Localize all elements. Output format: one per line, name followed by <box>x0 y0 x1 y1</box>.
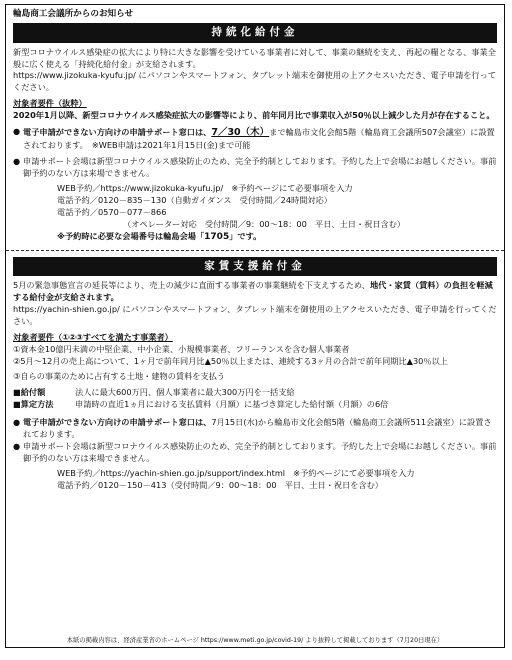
yachin-req-1: ①資本金10億円未満の中堅企業、中小企業、小規模事業者、フリーランスを含む個人事業者 <box>13 343 350 354</box>
yachin-support-item <box>13 417 497 441</box>
yachin-reserve-item <box>13 441 497 465</box>
yachin-web-reservation: WEB予約／https://yachin-shien.go.jp/support/index.html ※予約ページにて必要事項を入力 <box>57 467 415 478</box>
jizokuka-venue-note: ※予約時に必要な会場番号は輪島会場「1705」です。 <box>57 231 262 243</box>
jizokuka-web-reservation: WEB予約／https://www.jizokuka-kyufu.jp/ ※予約ページにて必要事項を入力 <box>57 183 353 194</box>
jizokuka-tel-note: （オペレーター対応 受付時間／9：00～18：00 平日、土日・祝日含む） <box>123 219 406 230</box>
section-title-jizokuka: 持続化給付金 <box>13 23 497 42</box>
yachin-calc-row <box>13 399 497 411</box>
bullet-icon: ● <box>13 126 21 137</box>
jizokuka-requirement-title: 対象者要件（抜粋） <box>13 98 87 109</box>
bullet-icon: ● <box>13 155 21 166</box>
bullet-icon: ● <box>13 417 21 428</box>
jizokuka-reserve-text: 申請サポート会場は新型コロナウイルス感染防止のため、完全予約制としております。予約した上で会場にお越しください。事前御予約のない方は来場できません。 <box>23 155 497 178</box>
yachin-payment-row <box>13 387 497 399</box>
jizokuka-reserve-item <box>13 156 497 180</box>
calc-text: 申請時の直近1ヵ月における支払賃料（月額）に基づき算定した給付額（月額）の6倍 <box>75 399 389 410</box>
jizokuka-url-line: https://www.jizokuka-kyufu.jp/ にパソコンやスマートフォン、タブレット端末を御使用の上アクセスいただき、電子申請を行ってください。 <box>13 70 497 93</box>
yachin-support-text: 電子申請ができない方向けの申請サポート窓口は、7月15日(水)から輪島市文化会館5階（輪島商工会議所511会議室）に設置されております。 <box>23 417 492 440</box>
jizokuka-tel-reservation-1: 電話予約／0120－835－130（自動ガイダンス 受付時間／24時間対応） <box>57 195 332 206</box>
yachin-url-line: https://yachin-shien.go.jp/ にパソコンやスマートフォン、タブレット端末を御使用の上アクセスいただき、電子申請を行ってください。 <box>13 304 497 326</box>
notice-page <box>5 4 505 648</box>
payment-label: ■給付額 <box>13 387 46 398</box>
section-divider <box>6 250 504 251</box>
notice-header: 輪島商工会議所からのお知らせ <box>13 9 134 19</box>
jizokuka-requirement-text: 2020年1月以降、新型コロナウイルス感染症拡大の影響等により、前年同月比で事業収入が50％以上減少した月が存在すること。 <box>13 110 495 121</box>
calc-label: ■算定方法 <box>13 399 54 410</box>
jizokuka-support-text: 電子申請ができない方向けの申請サポート窓口は、7／30（木）まで輪島市文化会館5階（輪島商工会議所507会議室）に設置されております。 ※WEB申請は2021年1月15日(金)まで可能 <box>23 127 495 150</box>
yachin-intro: 5月の緊急事態宣言の延長等により、売上の減少に直面する事業者の事業継続を下支えするため、地代・家賃（賃料）の負担を軽減する給付金が支給されます。 <box>13 280 493 303</box>
notice-footer: 本紙の掲載内容は、経済産業省のホームページ https://www.meti.go.jp/covid-19/ より抜粋して掲載しております（7月20日現在） <box>66 636 444 644</box>
payment-text: 法人に最大600万円、個人事業者に最大300万円を一括支給 <box>75 387 295 398</box>
section-title-yachin: 家賃支援給付金 <box>13 257 497 276</box>
yachin-requirement-title: 対象者要件（①②③すべてを満たす事業者） <box>13 331 173 342</box>
jizokuka-intro: 新型コロナウイルス感染症の拡大により特に大きな影響を受けている事業者に対して、事業の継続を支え、再起の糧となる、事業全般に広く使える「持続化給付金」が支給されます。 <box>13 46 496 69</box>
yachin-req-3: ③自らの事業のために占有する土地・建物の賃料を支払う <box>13 370 226 381</box>
yachin-reserve-text: 申請サポート会場は新型コロナウイルス感染防止のため、完全予約制としております。予約した上で会場にお越しください。事前御予約のない方は来場できません。 <box>23 440 497 463</box>
support-deadline: 7／30（木） <box>211 127 270 139</box>
venue-number: 1705 <box>204 232 230 243</box>
yachin-req-2: ②5月～12月の売上高について、1ヶ月で前年同月比▲50％以上または、連続する3ヶ月の合計で前年同期比▲30％以上 <box>13 355 448 366</box>
jizokuka-tel-reservation-2: 電話予約／0570－077－866 <box>57 207 167 218</box>
jizokuka-support-item <box>13 126 497 152</box>
bullet-icon: ● <box>13 440 21 451</box>
yachin-tel-reservation: 電話予約／0120－150－413（受付時間／9：00～18：00 平日、土日・祝日を含む） <box>57 479 383 490</box>
